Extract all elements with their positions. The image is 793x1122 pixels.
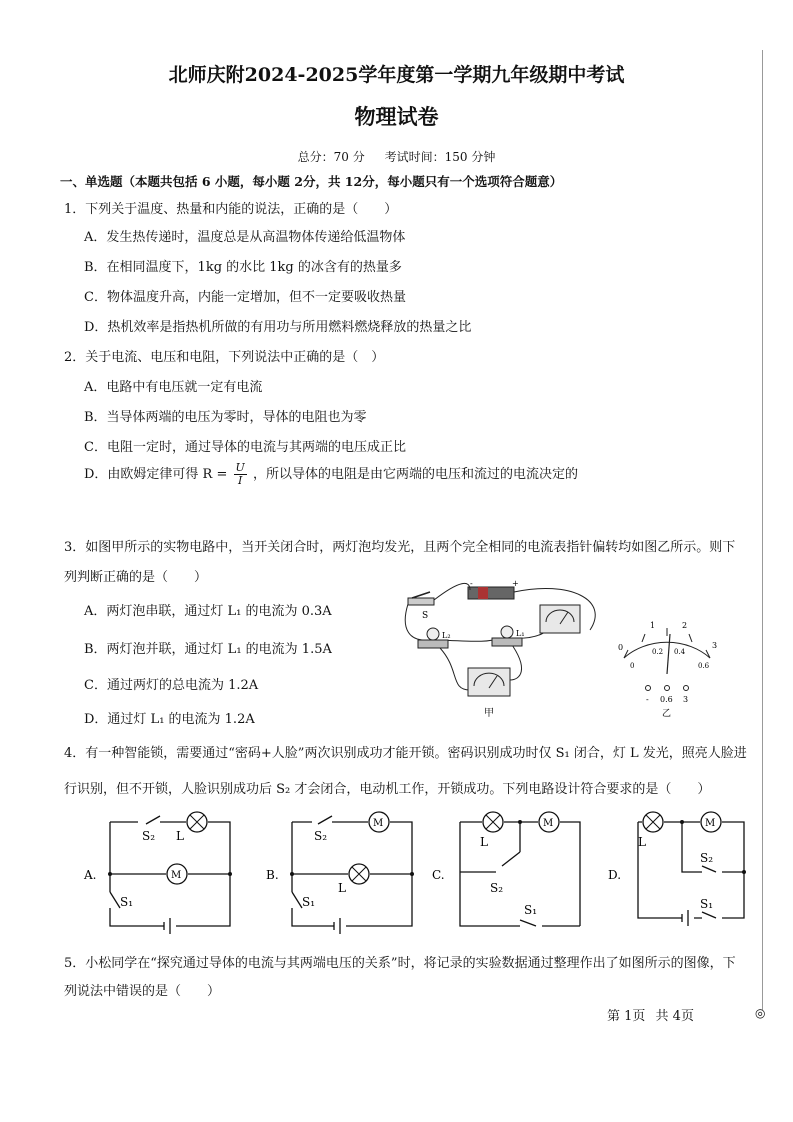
q5-stem: 5．小松同学在“探究通过导体的电流与其两端电压的关系”时，将记录的实验数据通过整理作出了如图所示的图像，下 — [64, 956, 736, 971]
q3-stem: 3．如图甲所示的实物电路中，当开关闭合时，两灯泡均发光，且两个完全相同的电流表指针偏转均如图乙所示。则下 — [64, 540, 736, 555]
switch-s2-label: S₂ — [314, 829, 328, 843]
q3-stem-cont: 列判断正确的是（ ） — [64, 570, 208, 585]
q2-stem: 2．关于电流、电压和电阻，下列说法中正确的是（ ） — [64, 350, 385, 365]
switch-s2-label: S₂ — [490, 881, 504, 895]
q4-stem: 4．有一种智能锁，需要通过“密码+人脸”两次识别成功才能开锁。密码识别成功时仅 S₁ 闭合，灯 L 发光，照亮人脸进 — [64, 746, 747, 761]
lamp-label: L — [176, 829, 184, 843]
fraction-denominator: I — [237, 474, 243, 487]
lamp-l2-base — [418, 640, 448, 648]
scale-top-0: 0 — [618, 643, 624, 652]
q3-option-c: C．通过两灯的总电流为 1.2A — [84, 678, 259, 693]
scale-bottom-3: 0.6 — [698, 662, 710, 670]
motor-label: M — [543, 818, 554, 829]
switch-s2-label: S₂ — [700, 851, 714, 865]
lamp-label: L — [638, 835, 646, 849]
motor-label: M — [705, 818, 716, 829]
q1-option-b: B．在相同温度下，1kg 的水比 1kg 的冰含有的热量多 — [84, 260, 402, 275]
binding-ring-icon: ◎ — [755, 1006, 766, 1020]
q5-stem-cont: 列说法中错误的是（ ） — [64, 984, 221, 999]
q1-option-c: C．物体温度升高，内能一定增加，但不一定要吸收热量 — [84, 290, 406, 305]
section-heading: 一、单选题（本题共包括 6 小题，每小题 2分，共 12分，每小题只有一个选项符合题意） — [60, 174, 563, 189]
motor-label: M — [373, 818, 384, 829]
scale-bottom-1: 0.2 — [652, 648, 664, 656]
page-number: 第 1页 — [607, 1009, 646, 1024]
q1-option-a: A．发生热传递时，温度总是从高温物体传递给低温物体 — [84, 230, 406, 245]
q2-d-suffix: ，所以导体的电阻是由它两端的电压和流过的电流决定的 — [252, 467, 578, 482]
switch-s1-label: S₁ — [302, 895, 316, 909]
switch-icon — [408, 598, 434, 605]
lamp-label: L — [480, 835, 488, 849]
label-s: S — [422, 611, 429, 621]
switch-s1-label: S₁ — [120, 895, 134, 909]
switch-s2-label: S₂ — [142, 829, 156, 843]
ohm-fraction — [234, 462, 247, 487]
q2-d-prefix: D．由欧姆定律可得 R = — [84, 467, 228, 482]
scale-top-1: 1 — [650, 621, 656, 630]
battery-icon — [468, 587, 514, 599]
scale-top-3: 3 — [712, 641, 718, 650]
q2-option-a: A．电路中有电压就一定有电流 — [84, 380, 263, 395]
scale-bottom-0: 0 — [630, 662, 635, 670]
lamp-l1-icon — [501, 626, 513, 638]
terminal-06: 0.6 — [660, 695, 673, 704]
exam-meta — [0, 148, 793, 165]
dial-needle — [667, 634, 670, 674]
binding-line — [762, 50, 763, 1010]
switch-s1-label: S₁ — [700, 897, 714, 911]
svg-text:-: - — [470, 579, 473, 588]
q4-stem-cont: 行识别，但不开锁，人脸识别成功后 S₂ 才会闭合，电动机工作，开锁成功。下列电路设计符合要求的是（ ） — [64, 782, 711, 797]
fig-jia-label: 甲 — [484, 708, 494, 719]
label-l2: L₂ — [442, 631, 451, 640]
exam-time: 考试时间：150 分钟 — [384, 150, 496, 164]
lamp-l1-base — [492, 638, 522, 646]
q2-option-d — [84, 462, 578, 487]
circuit-option-d — [604, 800, 754, 938]
lamp-l2-icon — [427, 628, 439, 640]
svg-text:+: + — [512, 579, 519, 588]
q2-option-b: B．当导体两端的电压为零时，导体的电阻也为零 — [84, 410, 367, 425]
terminal-neg: - — [646, 695, 649, 704]
q2-option-c: C．电阻一定时，通过导体的电流与其两端的电压成正比 — [84, 440, 406, 455]
q1-option-d: D．热机效率是指热机所做的有用功与所用燃料燃烧释放的热量之比 — [84, 320, 472, 335]
option-b-label: B. — [266, 868, 279, 882]
q3-option-a: A．两灯泡串联，通过灯 L₁ 的电流为 0.3A — [84, 604, 332, 619]
q1-stem: 1．下列关于温度、热量和内能的说法，正确的是（ ） — [64, 202, 398, 217]
lamp-label: L — [338, 881, 346, 895]
option-a-label: A. — [84, 868, 97, 882]
circuit-figure-jia — [400, 580, 610, 720]
exam-subtitle: 物理试卷 — [354, 104, 439, 129]
option-d-label: D. — [608, 868, 622, 882]
scale-bottom-2: 0.4 — [674, 648, 686, 656]
terminal-3: 3 — [683, 695, 689, 704]
label-l1: L₁ — [516, 629, 525, 638]
circuit-option-a — [80, 808, 240, 938]
exam-title: 北师庆附2024-2025学年度第一学期九年级期中考试 — [168, 64, 625, 86]
motor-label: M — [171, 870, 182, 881]
circuit-option-b — [262, 808, 422, 938]
switch-s1-label: S₁ — [524, 903, 538, 917]
scale-top-2: 2 — [682, 621, 688, 630]
fraction-numerator: U — [235, 461, 245, 474]
page-footer — [607, 1005, 700, 1024]
dial-arc — [624, 642, 710, 658]
circuit-option-c — [432, 800, 592, 938]
page-total: 共 4页 — [655, 1009, 694, 1024]
total-score: 总分：70 分 — [297, 150, 365, 164]
fig-yi-label: 乙 — [662, 709, 672, 719]
q3-option-b: B．两灯泡并联，通过灯 L₁ 的电流为 1.5A — [84, 642, 332, 657]
ammeter-dial-figure-yi — [612, 612, 722, 722]
option-c-label: C. — [432, 868, 445, 882]
q3-option-d: D．通过灯 L₁ 的电流为 1.2A — [84, 712, 255, 727]
